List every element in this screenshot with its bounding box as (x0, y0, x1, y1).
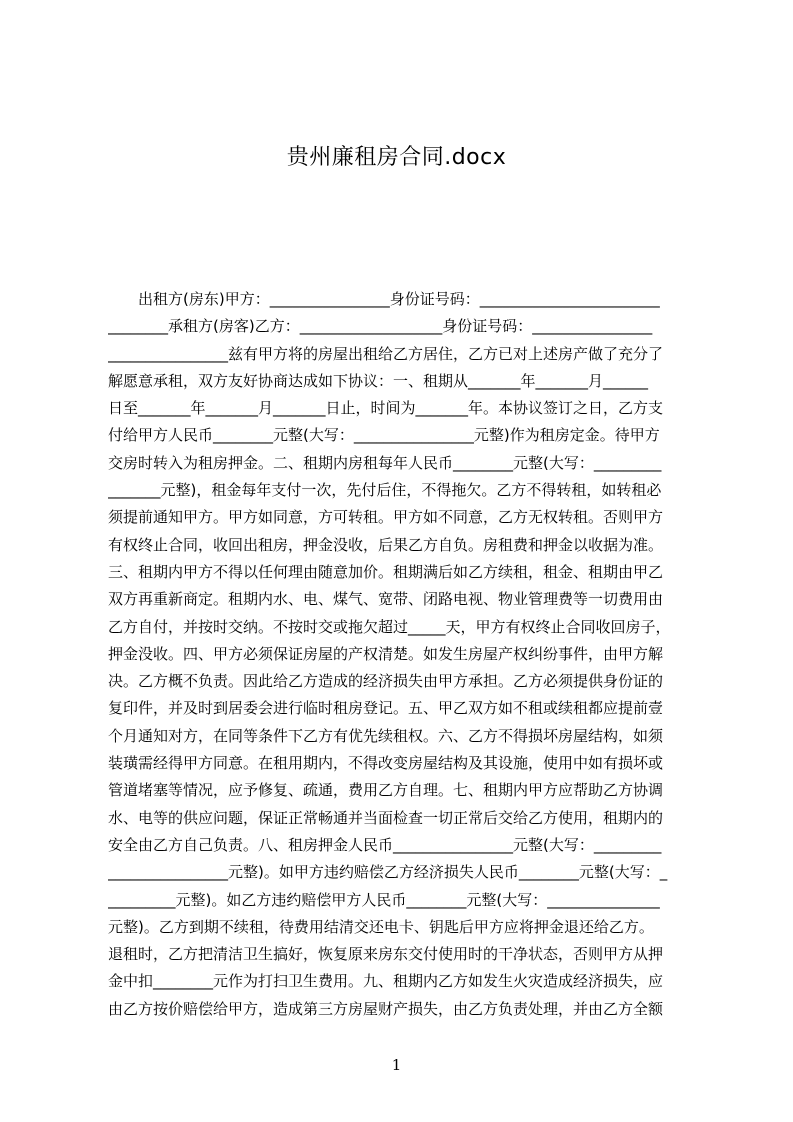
body-line: 复印件，并及时到居委会进行临时租房登记。五、甲乙双方如不租或续租都应提前壹 (108, 699, 664, 718)
body-line: ________承租方(房客)乙方：___________________身份证号码：________________ (108, 317, 653, 336)
body-line: 个月通知对方，在同等条件下乙方有优先续租权。六、乙方不得损坏房屋结构，如须 (108, 726, 664, 745)
body-line: 退租时，乙方把清洁卫生搞好，恢复原来房东交付使用时的干净状态，否则甲方从押 (108, 945, 664, 964)
body-line: 三、租期内甲方不得以任何理由随意加价。租期满后如乙方续租，租金、租期由甲乙 (108, 562, 664, 581)
body-line: ________________元整)。如甲方违约赔偿乙方经济损失人民币________元整(大写：_ (108, 863, 668, 882)
body-line: 解愿意承租，双方友好协商达成如下协议：一、租期从_______年_______月______ (108, 371, 649, 390)
body-line: 双方再重新商定。租期内水、电、煤气、宽带、闭路电视、物业管理费等一切费用由 (108, 590, 664, 609)
body-line: 日至_______年_______月_______日止，时间为_______年。本协议签订之日，乙方支 (108, 399, 664, 418)
body-line: 付给甲方人民币________元整(大写：________________元整)作为租房定金。待甲方 (108, 426, 660, 445)
body-line: _________元整)。如乙方违约赔偿甲方人民币________元整(大写：_______________ (108, 890, 660, 909)
body-line: 决。乙方概不负责。因此给乙方造成的经济损失由甲方承担。乙方必须提供身份证的 (108, 672, 664, 691)
body-line: ________________兹有甲方将的房屋出租给乙方居住，乙方已对上述房产做了充分了 (108, 344, 664, 363)
body-line: 安全由乙方自己负责。八、租房押金人民币________________元整(大写：_________ (108, 835, 662, 854)
body-line: 有权终止合同，收回出租房，押金没收，后果乙方自负。房租费和押金以收据为准。 (108, 535, 664, 554)
body-line: 金中扣________元作为打扫卫生费用。九、租期内乙方如发生火灾造成经济损失，应 (108, 972, 664, 991)
body-line: 由乙方按价赔偿给甲方，造成第三方房屋财产损失，由乙方负责处理，并由乙方全额 (108, 999, 664, 1018)
body-line: 装璜需经得甲方同意。在租用期内，不得改变房屋结构及其设施，使用中如有损坏或 (108, 754, 664, 773)
body-line: 押金没收。四、甲方必须保证房屋的产权清楚。如发生房屋产权纠纷事件，由甲方解 (108, 644, 664, 663)
body-line: 元整)。乙方到期不续租，待费用结清交还电卡、钥匙后甲方应将押金退还给乙方。 (108, 917, 654, 936)
body-line: 管道堵塞等情况，应予修复、疏通，费用乙方自理。七、租期内甲方应帮助乙方协调 (108, 781, 664, 800)
document-title: 贵州廉租房合同.docx (286, 145, 507, 170)
body-line: 水、电等的供应问题，保证正常畅通并当面检查一切正常后交给乙方使用，租期内的 (108, 808, 664, 827)
contract-body (108, 286, 700, 1023)
body-line: _______元整)，租金每年支付一次，先付后住，不得拖欠。乙方不得转租，如转租必 (108, 481, 662, 500)
page-number: 1 (391, 1056, 402, 1074)
body-line: 交房时转入为租房押金。二、租期内房租每年人民币________元整(大写：_________ (108, 453, 662, 472)
body-line: 乙方自付，并按时交纳。不按时交或拖欠超过_____天，甲方有权终止合同收回房子， (108, 617, 671, 636)
body-line: 须提前通知甲方。甲方如同意，方可转租。甲方如不同意，乙方无权转租。否则甲方 (108, 508, 664, 527)
body-line: 出租方(房东)甲方：________________身份证号码：________________________ (108, 290, 660, 308)
